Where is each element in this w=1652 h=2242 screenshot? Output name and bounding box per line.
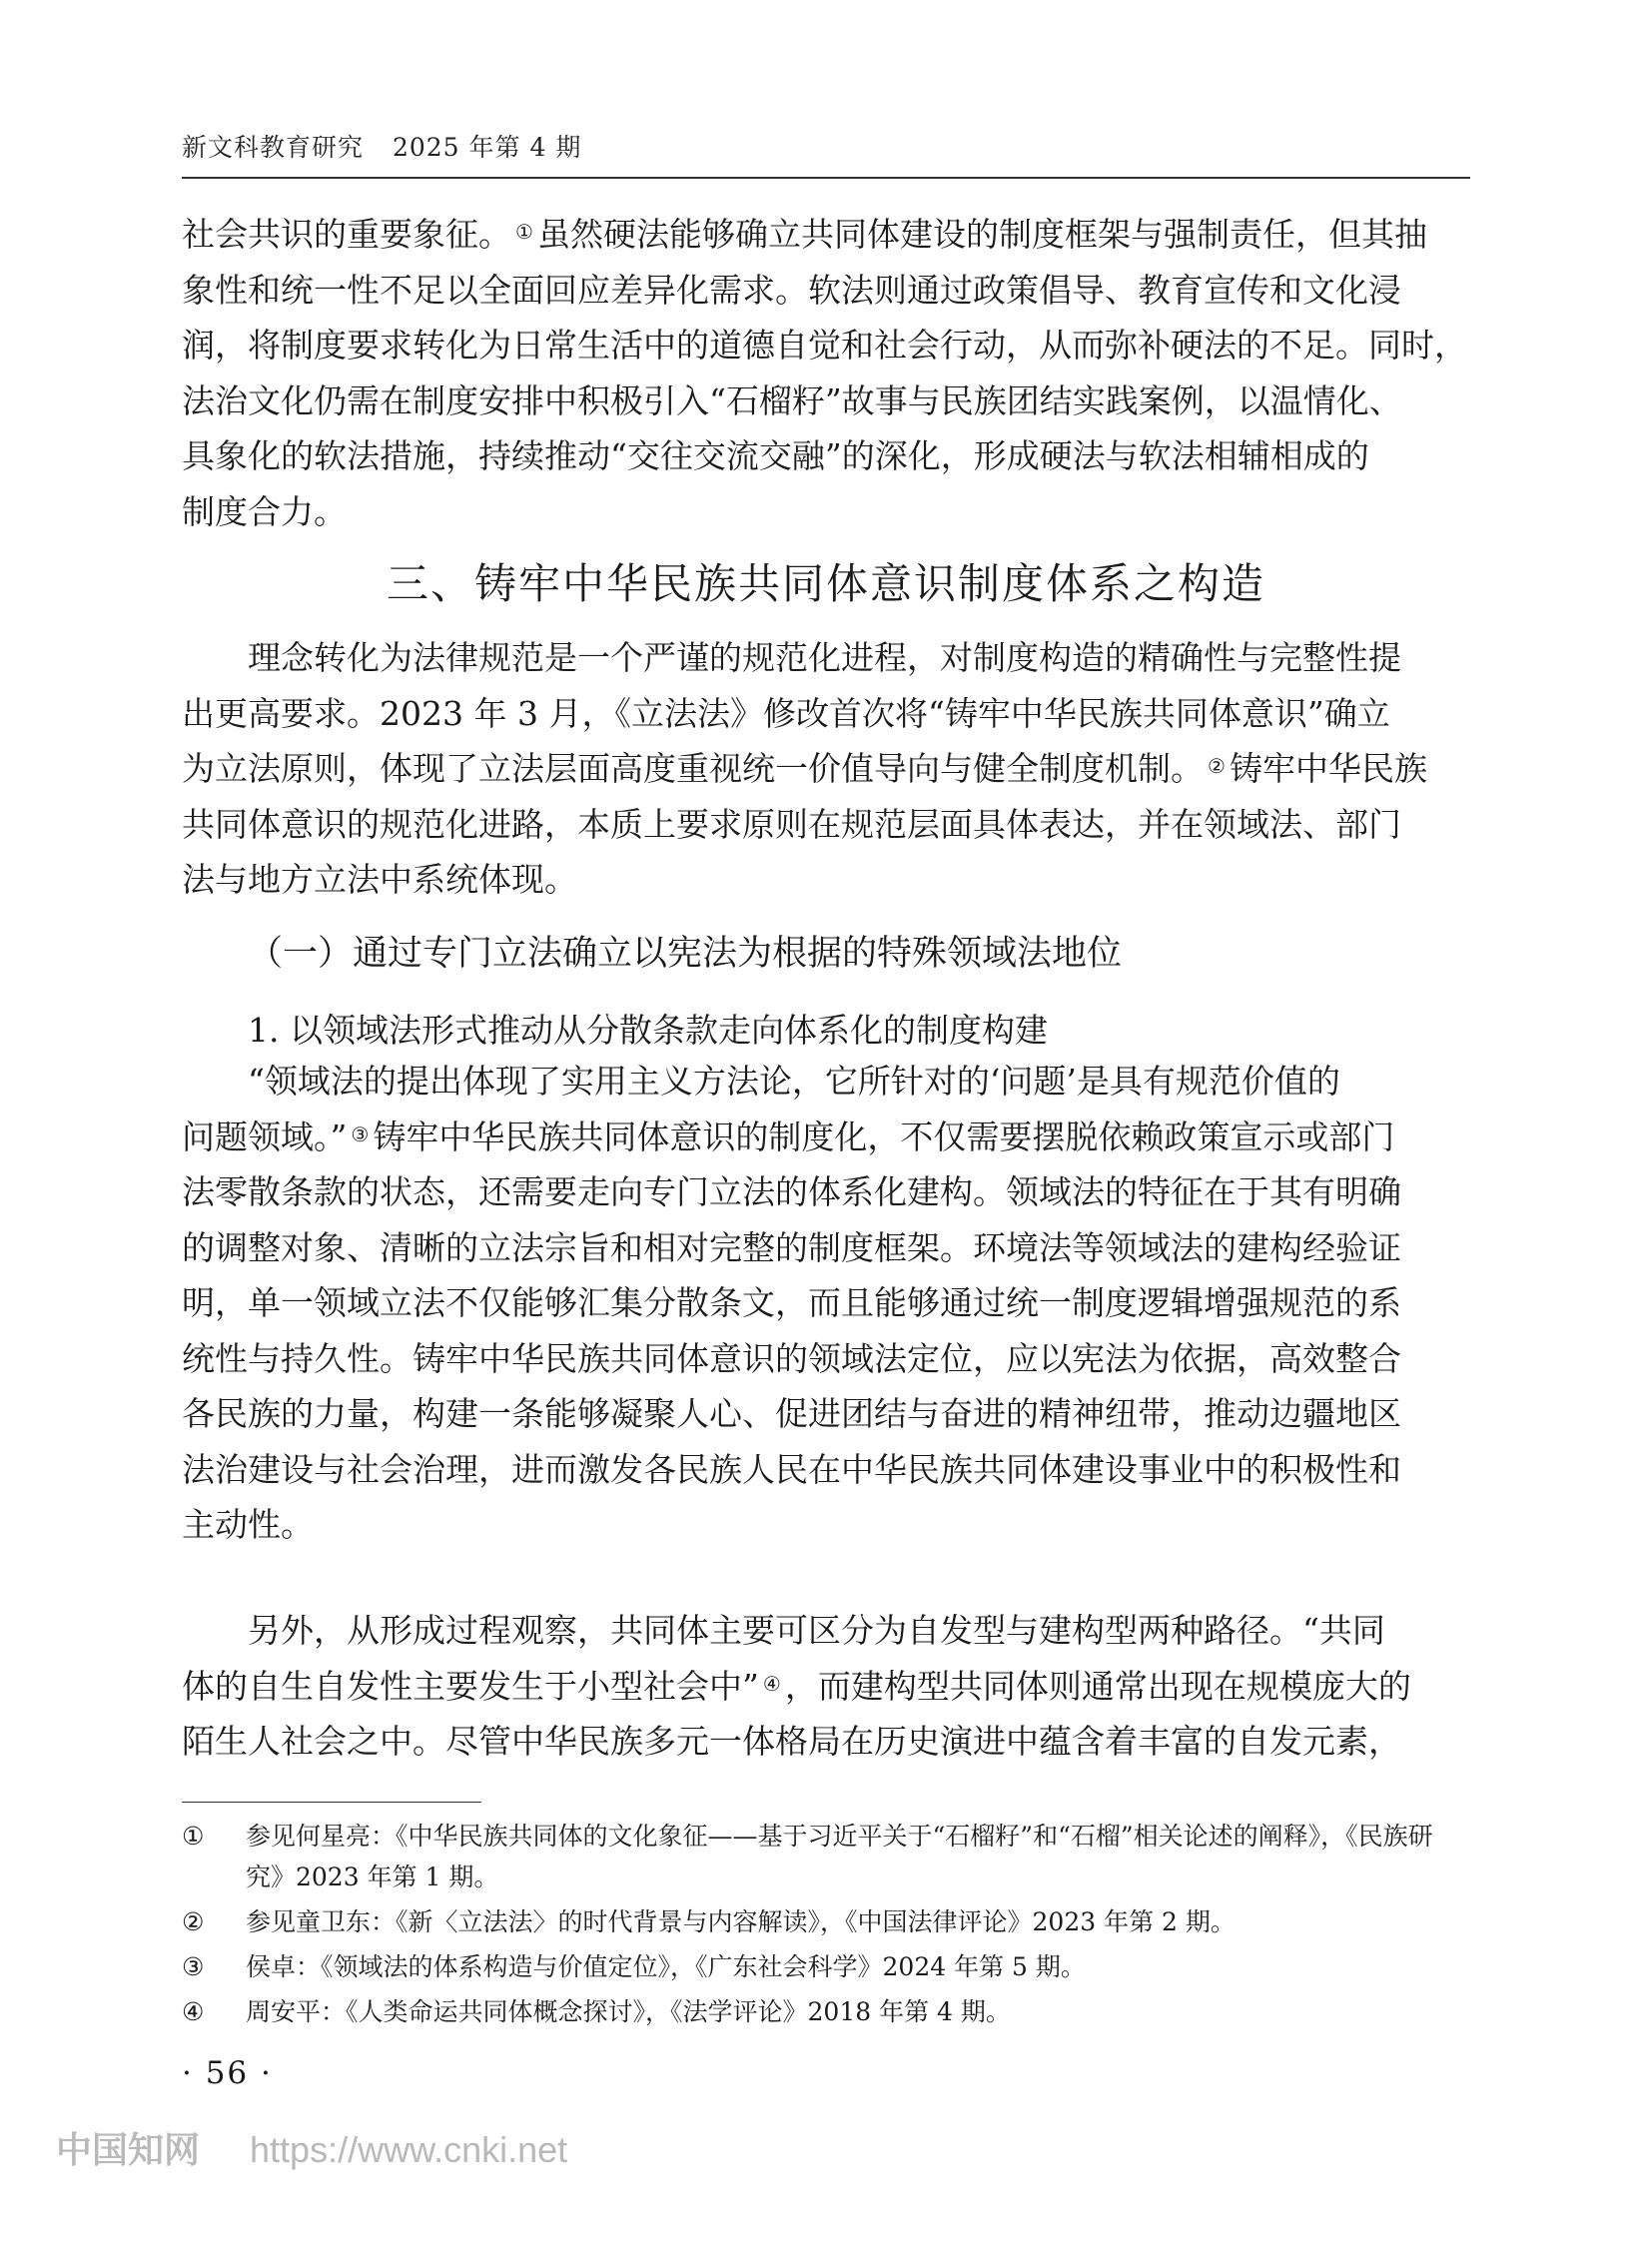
issue-info: 2025 年第 4 期 — [392, 133, 582, 162]
footnote-2: ② 参见童卫东：《新〈立法法〉的时代背景与内容解读》，《中国法律评论》2023 年第 2 期。 — [182, 1907, 1236, 1936]
footnote-3: ③ 侯卓：《领域法的体系构造与价值定位》，《广东社会科学》2024 年第 5 期。 — [182, 1952, 1086, 1981]
section-heading: 三、铸牢中华民族共同体意识制度体系之构造 — [386, 559, 1265, 608]
footnotes — [182, 1816, 1470, 2036]
footnote-4: ④ 周安平：《人类命运共同体概念探讨》，《法学评论》2018 年第 4 期。 — [182, 1997, 1011, 2026]
header-rule — [182, 177, 1470, 179]
footnote-rule — [182, 1802, 481, 1803]
paragraph-2: 理念转化为法律规范是一个严谨的规范化进程，对制度构造的精确性与完整性提 出更高要求。2023 年 3 月，《立法法》修改首次将“铸牢中华民族共同体意识”确立 为立法原则，体现了立法层面高度重视统一价值导向与健全制度机制。 ② 铸牢中华民族 共同体意识的规范化进路，本质上要求原则在规范层面具体表达，并在领域法、部门 法与地方立法中系统体现。 — [182, 638, 1427, 899]
running-header — [182, 128, 581, 164]
paragraph-3: “领域法的提出体现了实用主义方法论，它所针对的‘问题’是具有规范价值的 问题领域。” ③ 铸牢中华民族共同体意识的制度化，不仅需要摆脱依赖政策宣示或部门 法零散条款的状态，还需要走向专门立法的体系化建构。领域法的特征在于其有明确 的调整对象、清晰的立法宗旨和相对完整的制度框架。环境法等领域法的建构经验证 明，单一领域立法不仅能够汇集分散条文，而且能够通过统一制度逻辑增强规范的系 统性与持久性。铸牢中华民族共同体意识的领域法定位，应以宪法为依据，高效整合 各民族的力量，构建一条能够凝聚人心、促进团结与奋进的精神纽带，推动边疆地区 法治建设与社会治理，进而激发各民族人民在中华民族共同体建设事业中的积极性和 主动性。 — [182, 1062, 1401, 1544]
footnote-1: ① 参见何星亮：《中华民族共同体的文化象征——基于习近平关于“石榴籽”和“石榴”相关论述的阐释》，《民族研究》2023 年第 1 期。 — [182, 1822, 1433, 1891]
subsection-heading: （一）通过专门立法确立以宪法为根据的特殊领域法地位 — [248, 934, 1123, 974]
footnote-ref-1[interactable]: ① — [515, 220, 533, 244]
page-number: · 56 · — [182, 2055, 273, 2091]
paragraph-continued: 社会共识的重要象征。 ① 虽然硬法能够确立共同体建设的制度框架与强制责任，但其抽 象性和统一性不足以全面回应差异化需求。软法则通过政策倡导、教育宣传和文化浸 润，将制度要求转化为日常生活中的道德自觉和社会行动，从而弥补硬法的不足。同时， 法治文化仍需在制度安排中积极引入“石榴籽”故事与民族团结实践案例，以温情化、 具象化的软法措施，持续推动“交往交流交融”的深化，形成硬法与软法相辅相成的 制度合力。 — [182, 215, 1467, 531]
paragraph-4: 另外，从形成过程观察，共同体主要可区分为自发型与建构型两种路径。“共同 体的自生自发性主要发生于小型社会中” ④ ，而建构型共同体则通常出现在规模庞大的 陌生人社会之中。尽管中华民族多元一体格局在历史演进中蕴含着丰富的自发元素， — [182, 1611, 1411, 1761]
footnote-ref-3[interactable]: ③ — [351, 1121, 370, 1146]
watermark-url[interactable]: https://www.cnki.net — [250, 2129, 568, 2170]
watermark — [56, 2122, 567, 2173]
footnote-ref-2[interactable]: ② — [1208, 754, 1226, 778]
sub-subsection-heading: 1. 以领域法形式推动从分散条款走向体系化的制度构建 — [248, 1011, 1048, 1050]
watermark-brand: 中国知网 — [56, 2129, 201, 2170]
journal-name: 新文科教育研究 — [182, 133, 365, 162]
footnote-ref-4[interactable]: ④ — [762, 1671, 781, 1696]
